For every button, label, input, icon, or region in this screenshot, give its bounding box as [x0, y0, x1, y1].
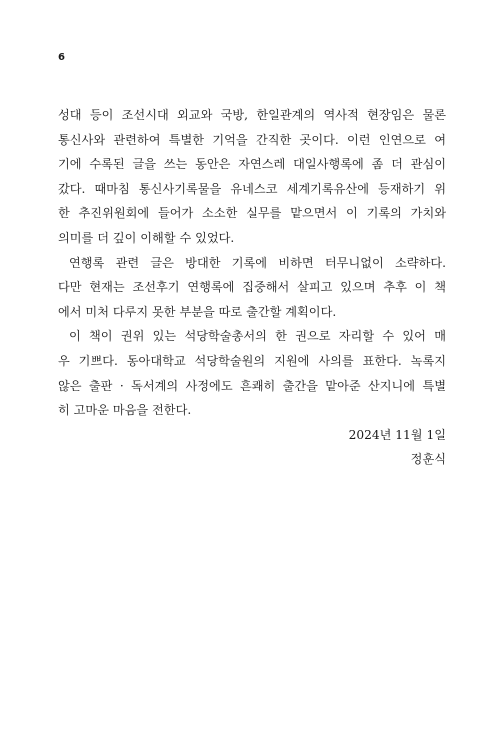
text-line: 기에 수록된 글을 쓰는 동안은 자연스레 대일사행록에 좀 더 관심이: [58, 157, 446, 172]
signature-author: 정훈식: [410, 452, 446, 467]
text-line: 연행록 관련 글은 방대한 기록에 비하면 터무니없이 소략하다.: [69, 255, 446, 270]
signature-date: 2024년 11월 1일: [348, 427, 446, 442]
text-line: 이 책이 권위 있는 석당학술총서의 한 권으로 자리할 수 있어 매: [69, 329, 446, 344]
text-line: 한 추진위원회에 들어가 소소한 실무를 맡으면서 이 기록의 가치와: [58, 206, 446, 221]
page-number: 6: [58, 52, 65, 63]
text-line: 갔다. 때마침 통신사기록물을 유네스코 세계기록유산에 등재하기 위: [58, 181, 446, 196]
text-line: 에서 미처 다루지 못한 부분을 따로 출간할 계획이다.: [58, 304, 337, 319]
preface-body: [58, 103, 446, 472]
text-line: 통신사와 관련하여 특별한 기억을 간직한 곳이다. 이런 인연으로 여: [58, 132, 446, 147]
text-line: 않은 출판 · 독서계의 사정에도 흔쾌히 출간을 맡아준 산지니에 특별: [58, 378, 446, 393]
text-line: 의미를 더 깊이 이해할 수 있었다.: [58, 230, 235, 245]
text-line: 다만 현재는 조선후기 연행록에 집중해서 살피고 있으며 추후 이 책: [58, 280, 446, 295]
text-line: 히 고마운 마음을 전한다.: [58, 403, 192, 418]
text-line: 성대 등이 조선시대 외교와 국방, 한일관계의 역사적 현장임은 물론: [58, 108, 446, 122]
text-line: 우 기쁘다. 동아대학교 석당학술원의 지원에 사의를 표한다. 녹록지: [58, 353, 446, 368]
